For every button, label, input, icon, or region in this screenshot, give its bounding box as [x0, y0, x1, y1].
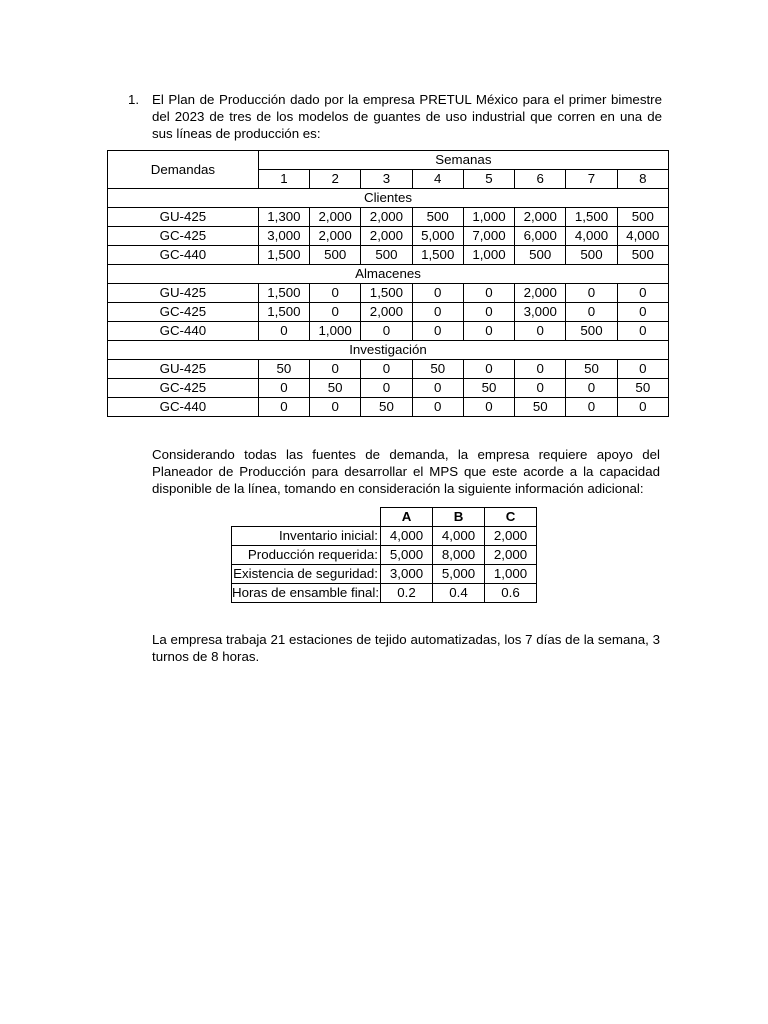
demand-cell: 0: [463, 322, 514, 341]
section-row: [108, 189, 669, 208]
demand-cell: 0: [463, 398, 514, 417]
info-cell: 4,000: [381, 527, 433, 546]
table-row: [232, 584, 537, 603]
demand-cell: 6,000: [515, 227, 566, 246]
week-2: 2: [310, 170, 361, 189]
demand-cell: 50: [463, 379, 514, 398]
info-cell: 4,000: [433, 527, 485, 546]
model-label: GC-425: [108, 379, 259, 398]
demand-cell: 0: [463, 360, 514, 379]
demand-table: [107, 150, 669, 417]
demand-cell: 0: [515, 322, 566, 341]
demand-cell: 50: [258, 360, 309, 379]
demand-cell: 500: [617, 208, 668, 227]
demand-cell: 2,000: [515, 284, 566, 303]
demand-corner-label: Demandas: [108, 151, 259, 189]
demand-cell: 2,000: [361, 227, 412, 246]
info-cell: 8,000: [433, 546, 485, 565]
week-7: 7: [566, 170, 617, 189]
table-row: [108, 208, 669, 227]
demand-cell: 7,000: [463, 227, 514, 246]
demand-cell: 1,500: [412, 246, 463, 265]
demand-cell: 0: [412, 303, 463, 322]
demand-cell: 2,000: [310, 208, 361, 227]
demand-cell: 2,000: [361, 208, 412, 227]
table-row: [232, 546, 537, 565]
demand-cell: 3,000: [258, 227, 309, 246]
table-row: [232, 565, 537, 584]
demand-cell: 1,500: [258, 246, 309, 265]
demand-cell: 500: [617, 246, 668, 265]
demand-cell: 0: [310, 360, 361, 379]
demand-cell: 1,300: [258, 208, 309, 227]
demand-cell: 0: [566, 284, 617, 303]
table-row: [108, 379, 669, 398]
list-item-1: [128, 91, 662, 142]
demand-cell: 50: [412, 360, 463, 379]
model-label: GC-440: [108, 246, 259, 265]
info-row-label: Existencia de seguridad:: [232, 565, 381, 584]
demand-cell: 0: [515, 360, 566, 379]
demand-cell: 0: [310, 398, 361, 417]
info-column-c: C: [485, 508, 537, 527]
demand-cell: 0: [258, 379, 309, 398]
week-8: 8: [617, 170, 668, 189]
table-row: [108, 246, 669, 265]
table-row: [108, 322, 669, 341]
demand-cell: 500: [412, 208, 463, 227]
section-title: Almacenes: [108, 265, 669, 284]
demand-cell: 500: [515, 246, 566, 265]
demand-cell: 5,000: [412, 227, 463, 246]
demand-cell: 0: [310, 284, 361, 303]
demand-cell: 0: [412, 398, 463, 417]
demand-cell: 500: [310, 246, 361, 265]
demand-cell: 0: [361, 322, 412, 341]
demand-cell: 1,500: [566, 208, 617, 227]
demand-cell: 4,000: [617, 227, 668, 246]
list-number: 1.: [128, 92, 140, 107]
demand-cell: 0: [310, 303, 361, 322]
demand-cell: 0: [412, 322, 463, 341]
info-cell: 2,000: [485, 546, 537, 565]
demand-cell: 2,000: [361, 303, 412, 322]
demand-cell: 0: [617, 398, 668, 417]
demand-cell: 0: [566, 303, 617, 322]
info-cell: 5,000: [381, 546, 433, 565]
model-label: GU-425: [108, 360, 259, 379]
table-row: [108, 227, 669, 246]
demand-cell: 1,500: [361, 284, 412, 303]
additional-info-table: [231, 507, 537, 603]
demand-cell: 0: [617, 303, 668, 322]
info-cell: 2,000: [485, 527, 537, 546]
table-row: [108, 398, 669, 417]
table-row: [108, 284, 669, 303]
info-cell: 0.4: [433, 584, 485, 603]
info-cell: 3,000: [381, 565, 433, 584]
demand-cell: 1,000: [463, 246, 514, 265]
model-label: GC-425: [108, 303, 259, 322]
week-1: 1: [258, 170, 309, 189]
demand-cell: 0: [566, 379, 617, 398]
info-header-row: [232, 508, 537, 527]
model-label: GC-440: [108, 398, 259, 417]
demand-cell: 50: [310, 379, 361, 398]
model-label: GC-425: [108, 227, 259, 246]
demand-cell: 500: [361, 246, 412, 265]
info-row-label: Horas de ensamble final:: [232, 584, 381, 603]
info-cell: 1,000: [485, 565, 537, 584]
week-5: 5: [463, 170, 514, 189]
info-cell: 5,000: [433, 565, 485, 584]
section-title: Investigación: [108, 341, 669, 360]
demand-cell: 2,000: [310, 227, 361, 246]
demand-cell: 0: [515, 379, 566, 398]
problem-statement: El Plan de Producción dado por la empresa PRETUL México para el primer bimestre del 2023 de tres de los modelos de guantes de uso industrial que corren en una de sus líneas de producción es:: [152, 92, 662, 141]
demand-cell: 50: [566, 360, 617, 379]
info-row-label: Inventario inicial:: [232, 527, 381, 546]
demand-cell: 500: [566, 322, 617, 341]
paragraph-considerations: Considerando todas las fuentes de demanda, la empresa requiere apoyo del Planeador de Producción para desarrollar el MPS que este acorde a la capacidad disponible de la línea, tomando en consideración la siguiente información adicional:: [152, 447, 660, 496]
section-title: Clientes: [108, 189, 669, 208]
info-cell: 0.6: [485, 584, 537, 603]
demand-cell: 50: [515, 398, 566, 417]
model-label: GU-425: [108, 284, 259, 303]
model-label: GC-440: [108, 322, 259, 341]
demand-cell: 0: [258, 398, 309, 417]
paragraph-capacity: La empresa trabaja 21 estaciones de tejido automatizadas, los 7 días de la semana, 3 turnos de 8 horas.: [152, 632, 660, 664]
demand-cell: 50: [617, 379, 668, 398]
demand-cell: 0: [463, 303, 514, 322]
demand-cell: 0: [566, 398, 617, 417]
table-row: [232, 527, 537, 546]
demand-cell: 0: [463, 284, 514, 303]
section-row: [108, 341, 669, 360]
demand-cell: 0: [617, 284, 668, 303]
demand-cell: 4,000: [566, 227, 617, 246]
demand-cell: 0: [258, 322, 309, 341]
table-row: [108, 303, 669, 322]
demand-cell: 50: [361, 398, 412, 417]
demand-cell: 2,000: [515, 208, 566, 227]
demand-cell: 0: [412, 379, 463, 398]
info-column-b: B: [433, 508, 485, 527]
demand-cell: 0: [361, 379, 412, 398]
info-row-label: Producción requerida:: [232, 546, 381, 565]
info-empty-corner: [232, 508, 381, 527]
demand-cell: 1,500: [258, 284, 309, 303]
demand-cell: 0: [617, 322, 668, 341]
demand-cell: 1,000: [310, 322, 361, 341]
table-row: [108, 360, 669, 379]
model-label: GU-425: [108, 208, 259, 227]
demand-cell: 1,500: [258, 303, 309, 322]
demand-cell: 0: [412, 284, 463, 303]
week-4: 4: [412, 170, 463, 189]
demand-cell: 0: [361, 360, 412, 379]
weeks-header: Semanas: [258, 151, 668, 170]
info-column-a: A: [381, 508, 433, 527]
demand-cell: 1,000: [463, 208, 514, 227]
demand-cell: 3,000: [515, 303, 566, 322]
section-row: [108, 265, 669, 284]
week-3: 3: [361, 170, 412, 189]
demand-cell: 0: [617, 360, 668, 379]
demand-cell: 500: [566, 246, 617, 265]
week-6: 6: [515, 170, 566, 189]
info-cell: 0.2: [381, 584, 433, 603]
